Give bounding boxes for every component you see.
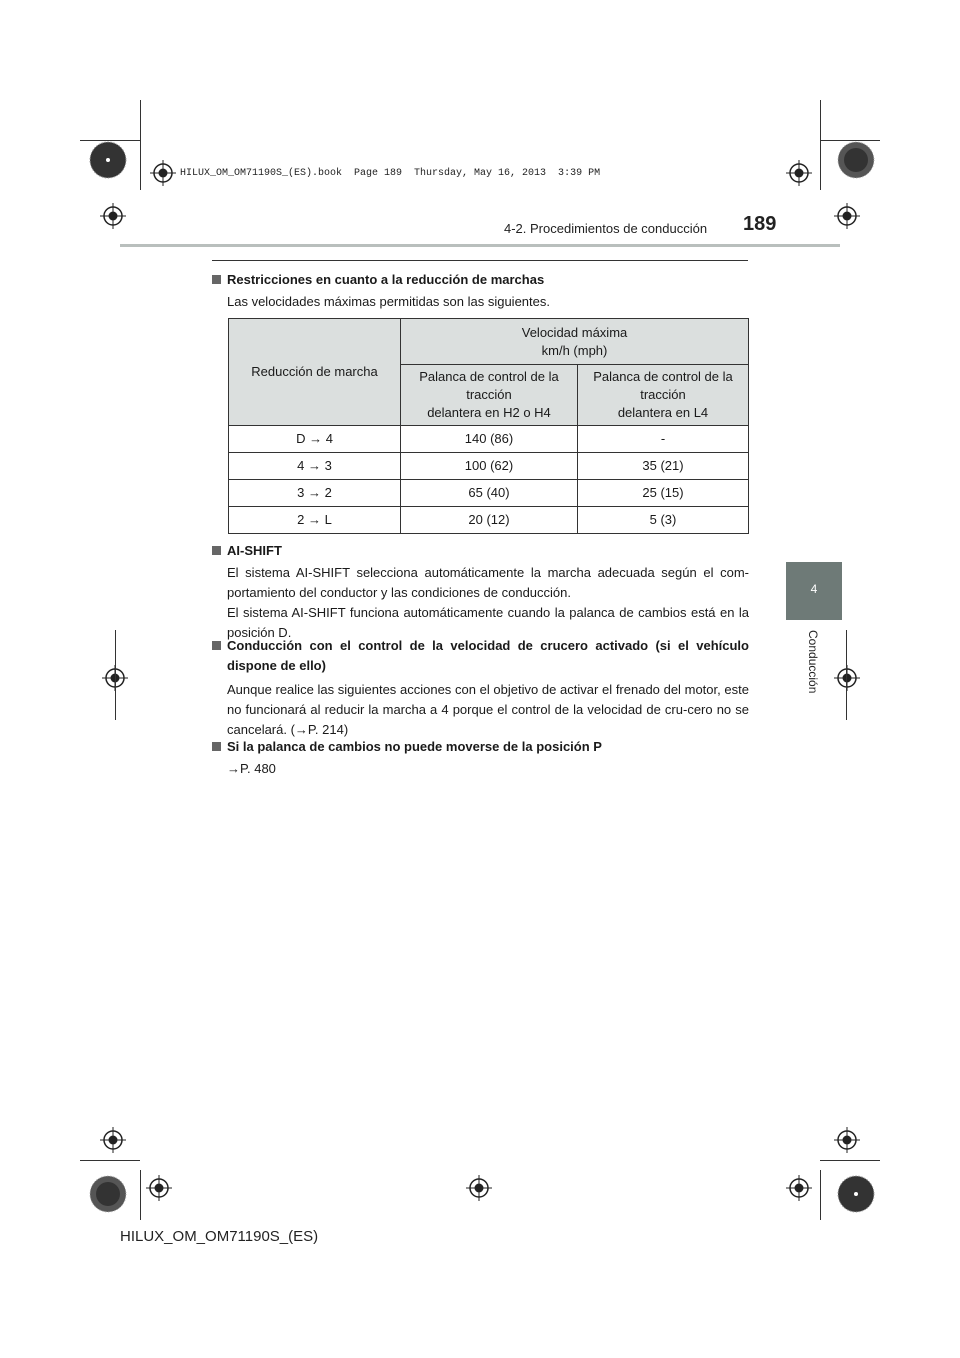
registration-mark-br	[786, 1175, 812, 1201]
chapter-tab	[786, 562, 842, 620]
section-heading: Conducción con el control de la velocidad de crucero activado (si el vehículo dispone de ello)	[212, 636, 749, 676]
registration-mark-bl	[100, 1127, 126, 1153]
section-heading: Si la palanca de cambios no puede moverse de la posición P	[212, 737, 749, 757]
section-heading: AI-SHIFT	[212, 541, 749, 561]
table-header-reduccion: Reducción de marcha	[229, 319, 401, 426]
crop-line	[80, 140, 140, 141]
header-rule	[120, 244, 840, 247]
registration-mark-tr	[786, 160, 812, 186]
manual-code: HILUX_OM_OM71190S_(ES)	[120, 1228, 319, 1245]
starburst-mark-tr	[836, 140, 876, 180]
registration-mark-bc	[466, 1175, 492, 1201]
square-bullet-icon	[212, 641, 221, 650]
crop-line	[820, 1170, 821, 1220]
crop-line	[140, 1170, 141, 1220]
section-restricciones	[212, 270, 749, 312]
section-rule	[212, 260, 748, 261]
chapter-label: Conducción	[806, 630, 820, 694]
section-paragraph: Las velocidades máximas permitidas son las siguientes.	[227, 294, 550, 309]
table-row: 3 → 2 65 (40) 25 (15)	[229, 480, 749, 507]
chapter-number: 4	[810, 582, 818, 596]
crop-line	[115, 630, 116, 720]
section-heading: Restricciones en cuanto a la reducción de marchas	[212, 270, 749, 290]
registration-mark-mr	[834, 665, 860, 691]
square-bullet-icon	[212, 546, 221, 555]
max-speed-table	[228, 318, 749, 534]
square-bullet-icon	[212, 275, 221, 284]
section-title: 4-2. Procedimientos de conducción	[504, 221, 708, 236]
registration-mark-tr2	[834, 203, 860, 229]
starburst-mark-tl	[88, 140, 128, 180]
registration-mark-tl2	[100, 203, 126, 229]
registration-mark-tl	[150, 160, 176, 186]
section-paragraph: Aunque realice las siguientes acciones con el objetivo de activar el frenado del motor, este no funcionará al reducir la marcha a 4 porque el control de la velocidad de cru-cero no se cancelará. (→P. 214)	[227, 682, 749, 737]
starburst-mark-bl	[88, 1174, 128, 1214]
table-row: D → 4 140 (86) -	[229, 426, 749, 453]
section-paragraph: El sistema AI-SHIFT selecciona automáticamente la marcha adecuada según el com-portamiento del conductor y las condiciones de conducción.	[227, 565, 749, 600]
starburst-mark-br	[836, 1174, 876, 1214]
section-palanca-p	[212, 737, 749, 779]
book-info-line: HILUX_OM_OM71190S_(ES).book Page 189 Thursday, May 16, 2013 3:39 PM	[180, 168, 601, 179]
section-velocidad-crucero	[212, 636, 749, 740]
crop-line	[820, 1160, 880, 1161]
table-row: 2 → L 20 (12) 5 (3)	[229, 507, 749, 534]
table-row: 4 → 3 100 (62) 35 (21)	[229, 453, 749, 480]
crop-line	[140, 100, 141, 190]
table-header-velocidad: Velocidad máxima km/h (mph)	[401, 319, 749, 365]
crop-line	[80, 1160, 140, 1161]
section-ai-shift	[212, 541, 749, 643]
registration-mark-bl2	[146, 1175, 172, 1201]
table-header-h2h4: Palanca de control de la tracción delantera en H2 o H4	[401, 365, 578, 426]
square-bullet-icon	[212, 742, 221, 751]
section-paragraph: El sistema AI-SHIFT funciona automáticamente cuando la palanca de cambios está en la posición D.	[227, 605, 749, 640]
crop-line	[820, 100, 821, 190]
crop-line	[846, 630, 847, 720]
registration-mark-br2	[834, 1127, 860, 1153]
page-number: 189	[743, 213, 777, 235]
page-reference: →P. 480	[227, 761, 276, 776]
crop-line	[820, 140, 880, 141]
table-header-l4: Palanca de control de la tracción delantera en L4	[578, 365, 749, 426]
